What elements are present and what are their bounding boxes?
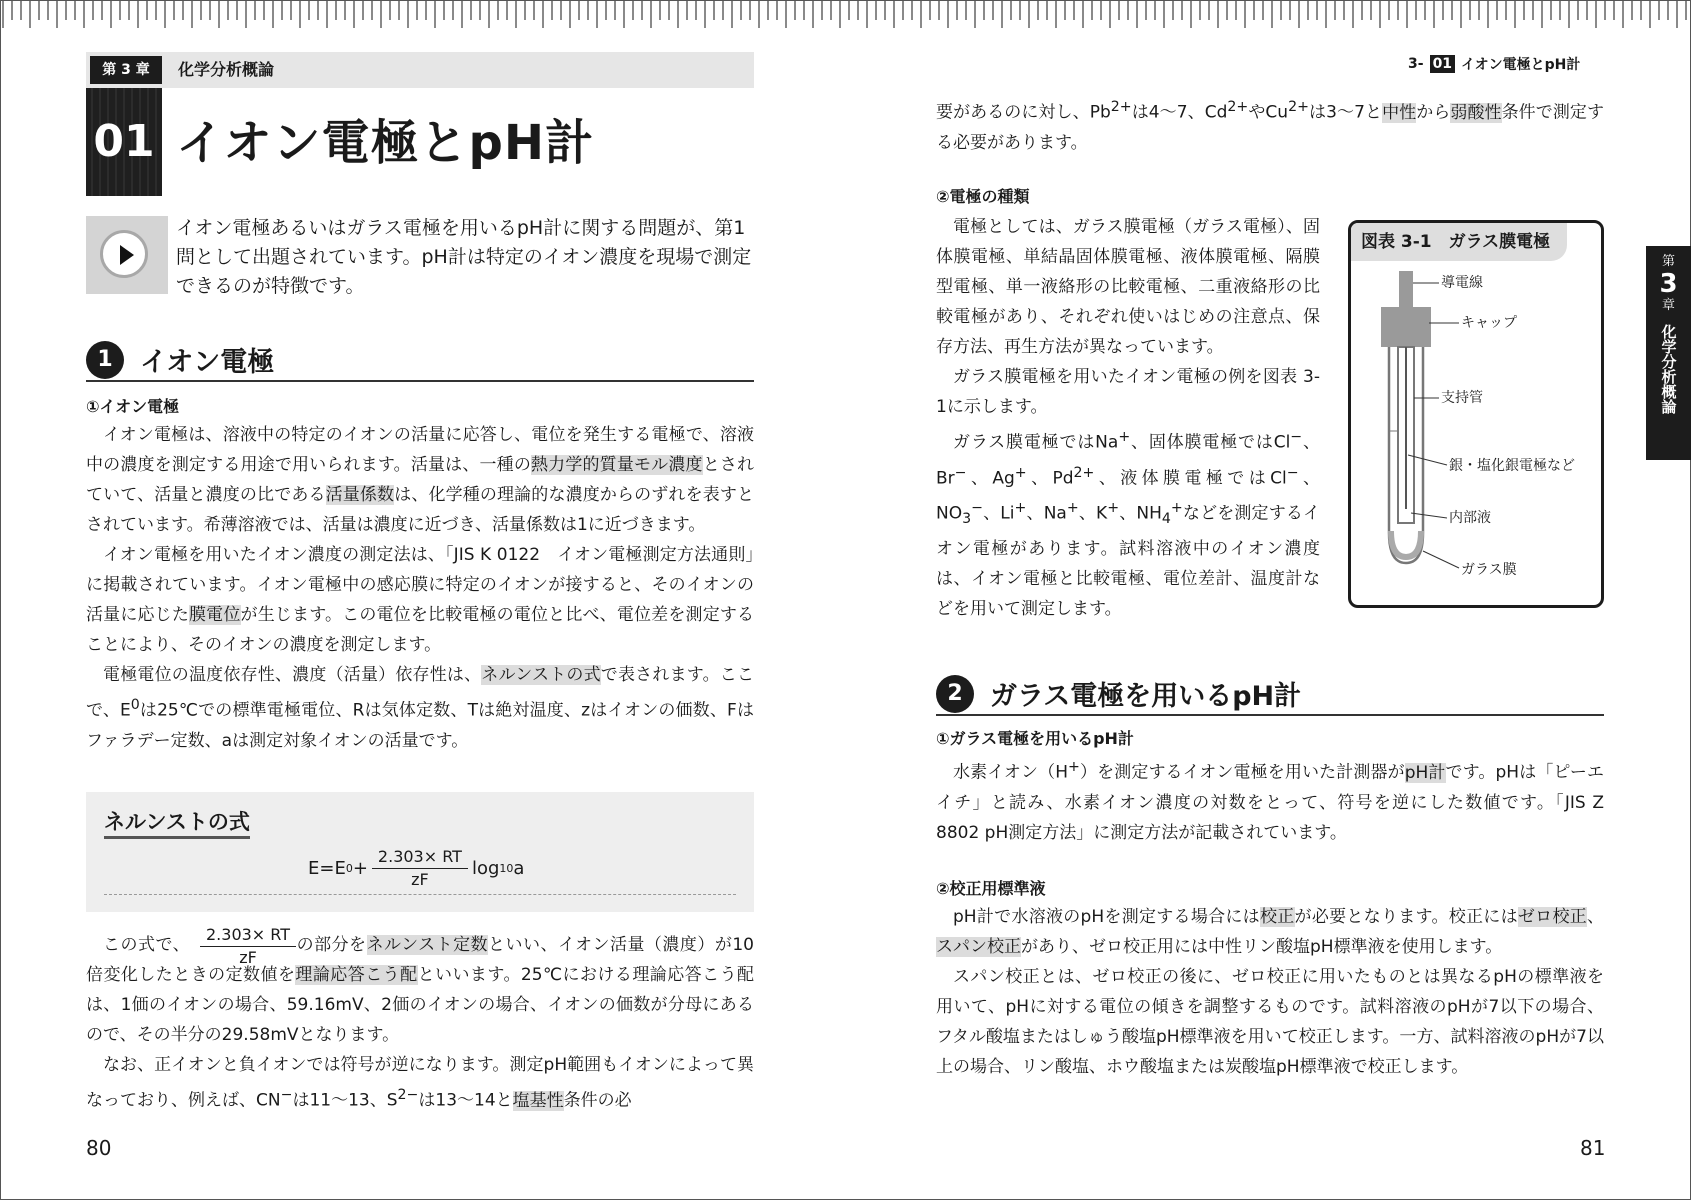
subsection-ph-meter: ①ガラス電極を用いるpH計 (936, 729, 1134, 748)
label-lead-wire: 導電線 (1441, 275, 1483, 291)
chapter-tag: 第 3 章 (90, 56, 162, 84)
nernst-formula: E=E 0 + $\frac{2.303\times RT}{zF}$ log 10 a (308, 847, 525, 889)
subsection-electrode-types: ②電極の種類 (936, 187, 1030, 206)
term-theoretical-slope: 理論応答こう配 (295, 965, 418, 985)
label-internal-solution: 内部液 (1449, 510, 1491, 526)
term-neutral: 中性 (1382, 102, 1417, 123)
intro-text: イオン電極あるいはガラス電極を用いるpH計に関する問題が、第1問として出題されています。pH計は特定のイオン濃度を現場で測定できるのが特徴です。 (176, 217, 752, 297)
page-title: イオン電極とpH計 (176, 115, 595, 171)
term-activity-coefficient: 活量係数 (325, 485, 395, 505)
formula-fraction: $\frac{2.303\times RT}{zF}$ (372, 846, 468, 891)
section-2-heading (936, 674, 1301, 713)
section-number: 01 (93, 116, 155, 167)
page-edge-ruler (0, 0, 1691, 34)
section-1-title: イオン電極 (140, 347, 275, 378)
term-calibration: 校正 (1259, 907, 1295, 927)
section-2-rule (936, 714, 1604, 716)
term-nernst-constant: ネルンスト定数 (366, 935, 489, 955)
term-nernst-equation: ネルンストの式 (481, 665, 601, 685)
play-icon (100, 230, 148, 278)
paragraph-span: スパン校正とは、ゼロ校正の後に、ゼロ校正に用いたものとは異なるpHの標準液を用いて、pHに対する電位の傾きを調整するものです。試料溶液のpHが7以下の場合、フタル酸塩またはしゅう酸塩pH標準液を用いて校正します。一方、試料溶液のpHが7以上の場合、リン酸塩、ホウ酸塩または炭酸塩pH標準液で校正します。 (936, 967, 1604, 1077)
label-support-tube: 支持管 (1441, 390, 1483, 406)
running-head: 3- 01 イオン電極とpH計 (1408, 56, 1581, 73)
chapter-title: 化学分析概論 (178, 60, 275, 79)
section-1-rule (86, 380, 754, 382)
section-1-heading (86, 340, 274, 379)
paragraph-ions: ガラス膜電極ではNa+、固体膜電極ではCl−、Br−、Ag+、$Pd^{2+}$、液体膜電極ではCl−、$NO_3^-$、Li+、Na+、K+、$NH_4^+$などを測定するイオン電極があります。試料溶液中のイオン濃度は、イオン電極と比較電極、電位差計、温度計などを用いて測定します。 (936, 429, 1321, 620)
figure-title: 図表 3-1 ガラス膜電極 (1351, 223, 1567, 261)
paragraph-continued: 要があるのに対し、$Pb^{2+}$は4～7、$Cd^{2+}$や$Cu^{2+}$は3～7と中性から弱酸性条件で測定する必要があります。 (936, 99, 1604, 153)
section-number-block (86, 88, 162, 196)
paragraph-ph-meter: 水素イオン（H+）を測定するイオン電極を用いた計測器がpH計です。pHは「ピーエイチ」と読み、水素イオン濃度の対数をとって、符号を逆にした数値です。「JIS Z 8802 pH測定方法」に測定方法が記載されています。 (936, 759, 1604, 843)
term-membrane-potential: 膜電位 (189, 605, 241, 625)
term-weak-acid: 弱酸性 (1450, 102, 1502, 123)
paragraph-nernst-constant: この式で、 の部分をネルンスト定数といい、イオン活量（濃度）が10倍変化したときの定数値を理論応答こう配といいます。25℃における理論応答こう配は、1価のイオンの場合、59.16mV、2価のイオンの場合、イオンの価数が分母にあるので、その半分の29.58mVとなります。 なお、正イオンと負イオンでは符号が逆になります。測定pH範囲もイオンによって異なっており、例えば、CN−は11～13、$S^{2-}$は13～14と塩基性条件の必 (86, 930, 754, 1116)
paragraph-figure-ref: ガラス膜電極を用いたイオン電極の例を図表 3-1に示します。 (936, 367, 1320, 417)
label-glass-membrane: ガラス膜 (1461, 562, 1517, 578)
section-1-number: 1 (86, 341, 124, 379)
paragraph-activity: イオン電極は、溶液中の特定のイオンの活量に応答し、電位を発生する電極で、溶液中の濃度を測定する用途で用いられます。活量は、一種の熱力学的質量モル濃度とされていて、活量と濃度の比である活量係数は、化学種の理論的な濃度からのずれを表すとされています。希薄溶液では、活量は濃度に近づき、活量係数は1に近づきます。 (86, 425, 755, 535)
formula-dashed-rule (104, 894, 736, 895)
calibration-paragraphs (936, 902, 1604, 1082)
page-number-left: 80 (86, 1136, 112, 1160)
paragraph-jis-method: イオン電極を用いたイオン濃度の測定法は、「JIS K 0122 イオン電極測定方法通則」に掲載されています。イオン電極中の感応膜に特定のイオンが接すると、そのイオンの活量に応じた膜電位が生じます。この電位を比較電極の電位と比べ、電位差を測定することにより、そのイオンの濃度を測定します。 (86, 545, 755, 655)
paragraph-nernst-intro: 電極電位の温度依存性、濃度（活量）依存性は、ネルンストの式で表されます。ここで、$E^0$は25℃での標準電極電位、Rは気体定数、Tは絶対温度、zはイオンの価数、Fはファラデー定数、aは測定対象イオンの活量です。 (86, 665, 754, 751)
term-zero-calibration: ゼロ校正 (1517, 907, 1588, 927)
label-silver-electrode: 銀・塩化銀電極など (1449, 458, 1575, 474)
term-basic: 塩基性 (512, 1090, 564, 1111)
section-2-title: ガラス電極を用いるpH計 (990, 681, 1302, 712)
chapter-side-tab: 第 3 章 化学分析概論 (1646, 246, 1691, 460)
section-2-number: 2 (936, 675, 974, 713)
inline-fraction: $\frac{2.303\times RT}{zF}$ (196, 924, 300, 969)
running-head-title: イオン電極とpH計 (1461, 57, 1581, 73)
term-span-calibration: スパン校正 (936, 937, 1021, 957)
side-tab-title: 化学分析概論 (1659, 324, 1678, 414)
term-ph-meter: pH計 (1404, 762, 1446, 783)
label-cap: キャップ (1461, 315, 1517, 331)
electrode-types-text (936, 212, 1320, 624)
page-number-right: 81 (1580, 1136, 1606, 1160)
running-head-tag: 01 (1430, 55, 1455, 73)
subsection-calibration: ②校正用標準液 (936, 879, 1046, 898)
formula-title: ネルンストの式 (104, 808, 250, 839)
paragraph-calibration: pH計で水溶液のpHを測定する場合には校正が必要となります。校正にはゼロ校正、スパン校正があり、ゼロ校正用には中性リン酸塩pH標準液を使用します。 (936, 907, 1605, 957)
term-molality: 熱力学的質量モル濃度 (531, 455, 703, 475)
paragraph-types: 電極としては、ガラス膜電極（ガラス電極）、固体膜電極、単結晶固体膜電極、液体膜電極、隔膜型電極、単一液絡形の比較電極、二重液絡形の比較電極があり、それぞれ使いはじめの注意点、保存方法、再生方法が異なっています。 (936, 217, 1320, 357)
subsection-ion-electrode: ①イオン電極 (86, 397, 180, 416)
section-1-paragraphs (86, 420, 754, 756)
figure-glass-electrode (1348, 220, 1604, 608)
paragraph-sign: なお、正イオンと負イオンでは符号が逆になります。測定pH範囲もイオンによって異なっており、例えば、CN−は11～13、$S^{2-}$は13～14と塩基性条件の必 (86, 1055, 754, 1111)
